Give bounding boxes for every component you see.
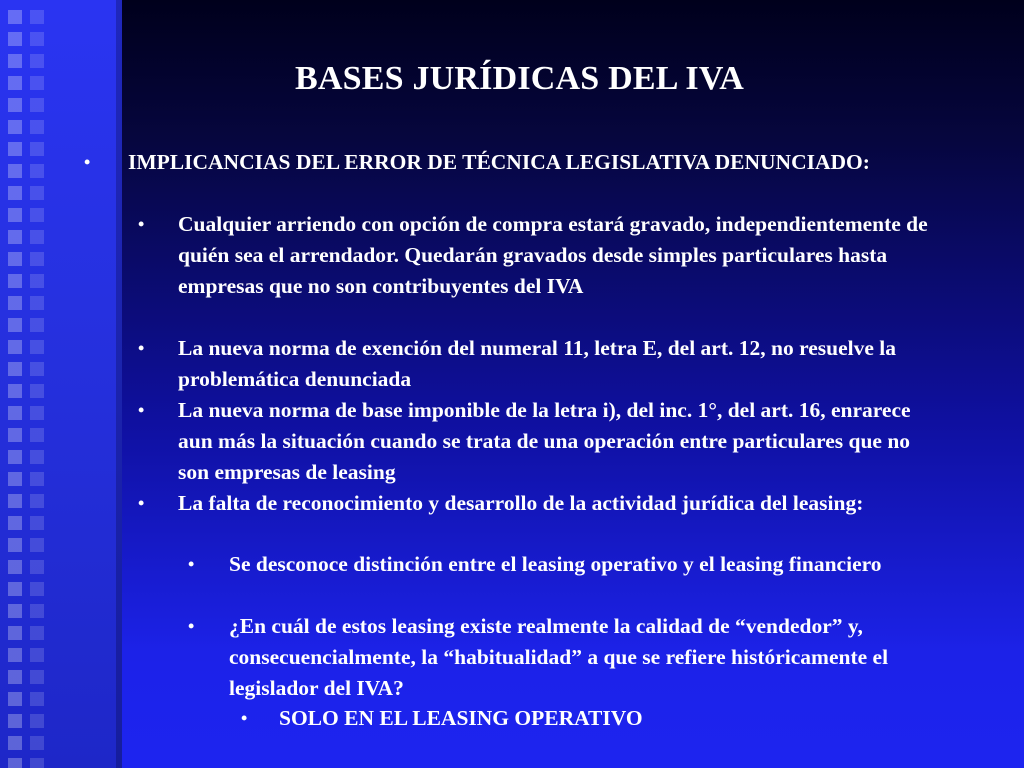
list-item: Cualquier arriendo con opción de compra estará gravado, independientemente de quién sea el arrendador. Quedarán gravados desde simples particulares hasta empresas que no son contribuyentes del IVA bbox=[178, 212, 928, 298]
answer-item: SOLO EN EL LEASING OPERATIVO bbox=[279, 706, 643, 730]
bullet-icon: • bbox=[138, 214, 145, 234]
sub-list-item: Se desconoce distinción entre el leasing operativo y el leasing financiero bbox=[229, 552, 882, 576]
sub-list-item: ¿En cuál de estos leasing existe realmente la calidad de “vendedor” y, consecuencialmente, la “habitualidad” a que se refiere históricamente el legislador del IVA? bbox=[229, 614, 889, 700]
bullet-icon: • bbox=[241, 708, 248, 728]
bullet-icon: • bbox=[188, 616, 195, 636]
bullet-icon: • bbox=[84, 152, 91, 172]
list-item: La falta de reconocimiento y desarrollo de la actividad jurídica del leasing: bbox=[178, 491, 864, 515]
list-item: La nueva norma de base imponible de la letra i), del inc. 1°, del art. 16, enrarece aun más la situación cuando se trata de una operación entre particulares que no son empresas de leasing bbox=[178, 398, 911, 484]
bullet-icon: • bbox=[138, 400, 145, 420]
bullet-icon: • bbox=[138, 493, 145, 513]
list-item: La nueva norma de exención del numeral 11, letra E, del art. 12, no resuelve la problemática denunciada bbox=[178, 336, 897, 391]
main-heading: IMPLICANCIAS DEL ERROR DE TÉCNICA LEGISLATIVA DENUNCIADO: bbox=[128, 150, 870, 174]
bullet-icon: • bbox=[138, 338, 145, 358]
bullet-icon: • bbox=[188, 554, 195, 574]
slide-title: BASES JURÍDICAS DEL IVA bbox=[295, 60, 744, 97]
